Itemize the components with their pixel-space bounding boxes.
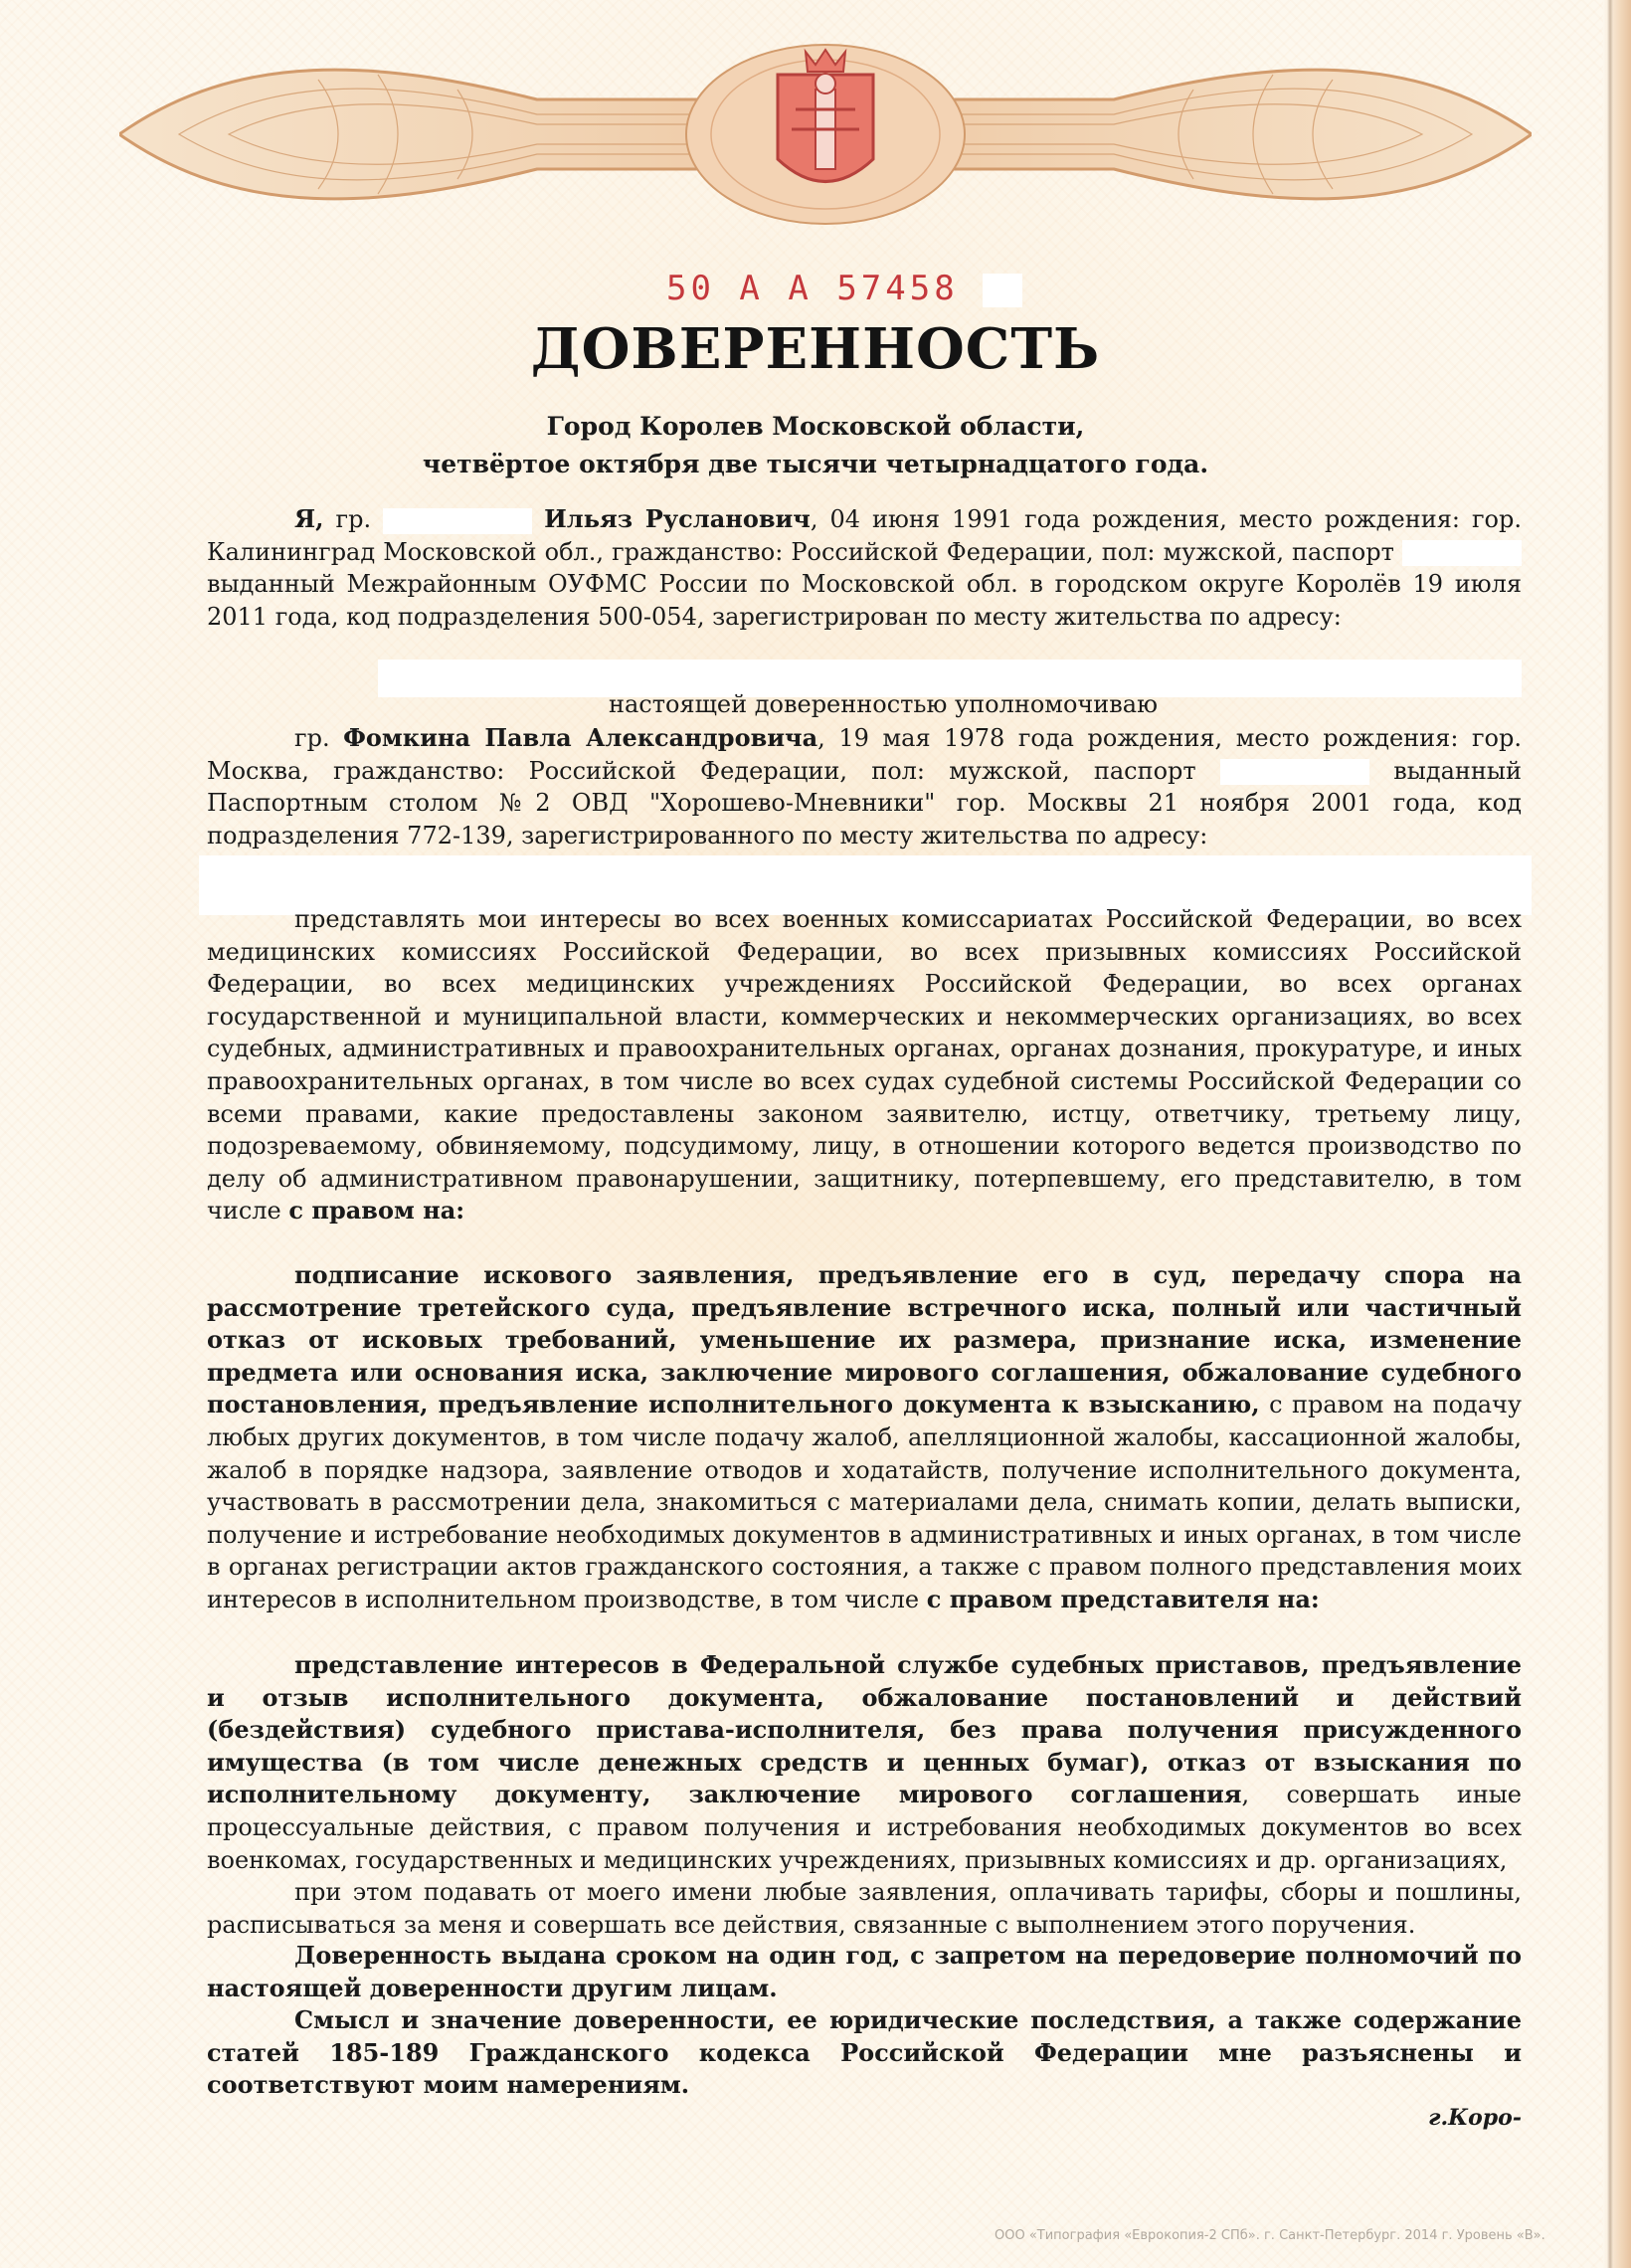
principal-paragraph xyxy=(207,503,1522,633)
serial-prefix: 50 А А xyxy=(666,269,813,308)
principal-name: Ильяз Русланович xyxy=(544,504,811,533)
representative-details-2: выданный Паспортным столом №2 ОВД "Хорошево-Мневники" гор. Москвы 21 ноября 2001 года, код подразделения 772-139, зарегистрированного по месту жительства по адресу: xyxy=(207,756,1522,850)
general-powers-paragraph: при этом подавать от моего имени любые заявления, оплачивать тарифы, сборы и пошлины, расписываться за меня и совершать все действия, связанные с выполнением этого поручения. xyxy=(207,1878,1522,1939)
representative-name: Фомкина Павла Александровича xyxy=(343,723,818,752)
redacted-passport-2 xyxy=(1220,759,1369,785)
acknowledgement-paragraph: Смысл и значение доверенности, ее юридические последствия, а также содержание статей 185-189 Гражданского кодекса Российской Федерации мне разъяснены и соответствуют моим намерениям. xyxy=(207,2005,1522,2100)
court-powers-bold: подписание искового заявления, предъявление его в суд, передачу спора на рассмотрение третейского суда, предъявление встречного иска, полный или частичный отказ от исковых требований, уменьшение их размера, признание иска, изменение предмета или основания иска, заключение мирового соглашения, обжалование судебного постановления, предъявление исполнительного документа к взысканию, xyxy=(207,1260,1522,1419)
enforcement-powers-text: , совершать иные процессуальные действия, с правом получения и истребования необходимых документов во всех военкомах, государственных и медицинских учреждениях, призывных комиссиях и др. организациях, xyxy=(207,1781,1523,1874)
representative-gr: гр. xyxy=(294,724,330,752)
enforcement-powers-paragraph xyxy=(207,1649,1522,1876)
powers-paragraph xyxy=(207,903,1522,1228)
serial-number: 57458 xyxy=(836,269,959,308)
principal-details: , 04 июня 1991 года рождения, место рождения: гор. Калининград Московской обл., гражданство: Российской Федерации, пол: мужской, паспорт xyxy=(207,505,1522,566)
guilloche-ornament xyxy=(119,20,1532,249)
court-powers-text: с правом на подачу любых других документов, в том числе подачу жалоб, апелляционной жалобы, кассационной жалобы, жалоб в порядке надзора, заявление отводов и ходатайств, получение исполнительного документа, участвовать в рассмотрении дела, знакомиться с материалами дела, снимать копии, делать выписки, получение и истребование необходимых документов в административных и иных органах, в том числе в органах регистрации актов гражданского состояния, а также с правом полного представления моих интересов в исполнительном производстве, в том числе xyxy=(207,1391,1523,1613)
form-serial-number xyxy=(666,269,1022,308)
representative-paragraph xyxy=(207,722,1522,851)
continuation-mark: г.Коро- xyxy=(1428,2105,1522,2131)
principal-lead: Я, xyxy=(294,504,324,533)
place-line: Город Королев Московской области, xyxy=(546,412,1085,441)
serial-redaction xyxy=(983,274,1022,307)
printer-imprint: ООО «Типография «Еврокопия-2 СПб». г. Санкт-Петербург. 2014 г. Уровень «В». xyxy=(995,2228,1545,2243)
place-and-date xyxy=(0,408,1631,483)
redacted-surname xyxy=(383,508,532,534)
term-paragraph: Доверенность выдана сроком на один год, с запретом на передоверие полномочий по настоящей доверенности другим лицам. xyxy=(207,1941,1522,2002)
court-powers-bold-2: с правом представителя на: xyxy=(926,1584,1320,1613)
redacted-passport xyxy=(1402,540,1522,566)
powers-bold: с правом на: xyxy=(288,1196,465,1226)
enforcement-powers-bold: представление интересов в Федеральной службе судебных приставов, предъявление и отзыв исполнительного документа, обжалование постановлений и действий (бездействия) судебного пристава-исполнителя, без права получения присужденного имущества (в том числе денежных средств и ценных бумаг), отказ от взыскания по исполнительному документу, заключение мирового соглашения xyxy=(207,1650,1522,1809)
court-powers-paragraph xyxy=(207,1259,1522,1616)
representative-details: , 19 мая 1978 года рождения, место рождения: гор. Москва, гражданство: Российской Федерации, пол: мужской, паспорт xyxy=(207,724,1522,785)
principal-details-2: выданный Межрайонным ОУФМС России по Московской обл. в городском округе Королёв 19 июля 2011 года, код подразделения 500-054, зарегистрирован по месту жительства по адресу: xyxy=(207,570,1522,631)
principal-gr: гр. xyxy=(335,505,372,533)
powers-text: представлять мои интересы во всех военных комиссариатах Российской Федерации, во всех медицинских комиссиях Российской Федерации, во всех призывных комиссиях Российской Федерации, во всех медицинских учреждениях Российской Федерации, во всех органах государственной и муниципальной власти, коммерческих и некоммерческих организациях, во всех судебных, административных и правоохранительных органах, органах дознания, прокуратуре, и иных правоохранительных органах, в том числе во всех судах судебной системы Российской Федерации со всеми правами, какие предоставлены законом заявителю, истцу, ответчику, третьему лицу, подозреваемому, обвиняемому, подсудимому, лицу, в отношении которого ведется производство по делу об административном правонарушении, защитнику, потерпевшему, его представителю, в том числе xyxy=(207,905,1522,1226)
document-title: ДОВЕРЕННОСТЬ xyxy=(530,316,1101,382)
date-line: четвёртое октября две тысячи четырнадцатого года. xyxy=(422,450,1209,478)
authorization-line: настоящей доверенностью уполномочиваю xyxy=(609,690,1158,718)
